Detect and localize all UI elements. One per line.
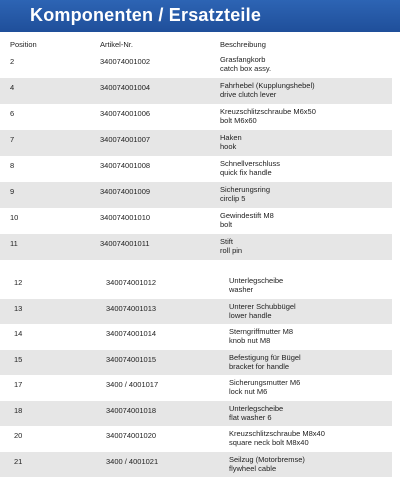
- description-german: Schnellverschluss: [220, 159, 281, 168]
- article-number-cell: 3400 / 4001021: [106, 456, 159, 466]
- table-row: [0, 324, 392, 349]
- description-english: quick fix handle: [220, 168, 272, 177]
- description-german: Haken: [220, 133, 242, 142]
- column-header-article: Artikel-Nr.: [100, 40, 133, 49]
- position-cell: 15: [14, 354, 23, 364]
- description-cell: [220, 237, 242, 255]
- description-english: bolt M6x60: [220, 116, 257, 125]
- position-cell: 18: [14, 405, 23, 415]
- description-english: knob nut M8: [229, 336, 271, 345]
- position-cell: 14: [14, 329, 23, 338]
- position-cell: 12: [14, 278, 23, 287]
- article-number-cell: 340074001013: [106, 303, 157, 313]
- table-row: [0, 273, 392, 298]
- description-german: Seilzug (Motorbremse): [229, 454, 305, 464]
- description-english: drive clutch lever: [220, 90, 277, 99]
- description-cell: [220, 211, 274, 229]
- position-cell: 8: [10, 161, 15, 170]
- description-english: catch box assy.: [220, 64, 272, 73]
- description-english: square neck bolt M8x40: [229, 438, 309, 447]
- table-row: [0, 182, 392, 208]
- description-german: Unterlegscheibe: [229, 276, 284, 285]
- description-german: Gewindestift M8: [220, 211, 274, 220]
- table-row: [0, 401, 392, 426]
- description-german: Befestigung für Bügel: [229, 352, 301, 362]
- position-cell: 11: [10, 239, 18, 248]
- description-german: Unterer Schubbügel: [229, 301, 296, 311]
- description-english: lock nut M6: [229, 387, 268, 396]
- description-cell: [229, 353, 301, 371]
- description-german: Kreuzschlitzschraube M8x40: [229, 429, 325, 438]
- article-number-cell: 3400 / 4001017: [106, 380, 159, 389]
- position-cell: 2: [10, 57, 15, 66]
- description-english: bolt: [220, 220, 233, 229]
- description-german: Stift: [220, 237, 233, 246]
- table-row: [0, 208, 392, 234]
- article-number-cell: 340074001010: [100, 213, 151, 222]
- table-row: [0, 375, 392, 400]
- article-number-cell: 340074001007: [100, 135, 151, 144]
- column-header-description: Beschreibung: [220, 40, 266, 49]
- position-cell: 7: [10, 135, 15, 144]
- description-cell: [220, 185, 270, 203]
- table-row: [0, 426, 392, 451]
- description-german: Grasfangkorb: [220, 55, 266, 64]
- table-row: [0, 452, 392, 477]
- description-cell: [220, 133, 242, 151]
- article-number-cell: 340074001018: [106, 405, 157, 415]
- description-german: Unterlegscheibe: [229, 403, 284, 413]
- description-cell: [229, 455, 305, 473]
- description-english: circlip 5: [220, 194, 246, 203]
- description-cell: [229, 429, 325, 447]
- description-cell: [220, 159, 280, 177]
- description-english: flat washer 6: [229, 412, 272, 422]
- page-title: Komponenten / Ersatzteile: [30, 5, 262, 25]
- position-cell: 9: [10, 187, 15, 196]
- description-german: Kreuzschlitzschraube M6x50: [220, 107, 316, 116]
- article-number-cell: 340074001011: [100, 239, 150, 248]
- column-header-position: Position: [10, 40, 37, 49]
- description-english: lower handle: [229, 310, 272, 320]
- description-english: hook: [220, 142, 237, 151]
- table-row: [0, 350, 392, 375]
- position-cell: 17: [14, 380, 23, 389]
- position-cell: 13: [14, 303, 23, 313]
- table-row: [0, 234, 392, 260]
- table-row: [0, 156, 392, 182]
- description-cell: [229, 276, 283, 294]
- position-cell: 4: [10, 83, 15, 92]
- article-number-cell: 340074001004: [100, 83, 151, 92]
- table-row: [0, 299, 392, 324]
- description-english: roll pin: [220, 246, 243, 255]
- description-german: Fahrhebel (Kupplungshebel): [220, 81, 315, 90]
- article-number-cell: 340074001009: [100, 187, 151, 196]
- description-english: bracket for handle: [229, 361, 290, 371]
- description-german: Sterngriffmutter M8: [229, 327, 294, 336]
- header-bar: [0, 0, 400, 32]
- article-number-cell: 340074001002: [100, 57, 151, 66]
- table-row: [0, 130, 392, 156]
- description-cell: [229, 404, 283, 422]
- article-number-cell: 340074001006: [100, 109, 151, 118]
- table-row: [0, 104, 392, 130]
- article-number-cell: 340074001014: [106, 329, 157, 338]
- description-cell: [229, 378, 300, 396]
- description-german: Sicherungsring: [220, 185, 271, 194]
- article-number-cell: 340074001012: [106, 278, 157, 287]
- description-english: washer: [229, 285, 254, 294]
- description-cell: [229, 327, 293, 345]
- description-cell: [220, 81, 315, 99]
- description-cell: [220, 55, 271, 73]
- description-cell: [220, 107, 316, 125]
- position-cell: 10: [10, 213, 19, 222]
- article-number-cell: 340074001015: [106, 354, 157, 364]
- description-english: flywheel cable: [229, 463, 277, 473]
- description-cell: [229, 302, 296, 320]
- position-cell: 6: [10, 109, 15, 118]
- article-number-cell: 340074001008: [100, 161, 151, 170]
- table-row: [0, 52, 392, 78]
- table-row: [0, 78, 392, 104]
- position-cell: 21: [14, 456, 23, 466]
- position-cell: 20: [14, 431, 23, 440]
- description-german: Sicherungsmutter M6: [229, 378, 301, 387]
- article-number-cell: 340074001020: [106, 431, 157, 440]
